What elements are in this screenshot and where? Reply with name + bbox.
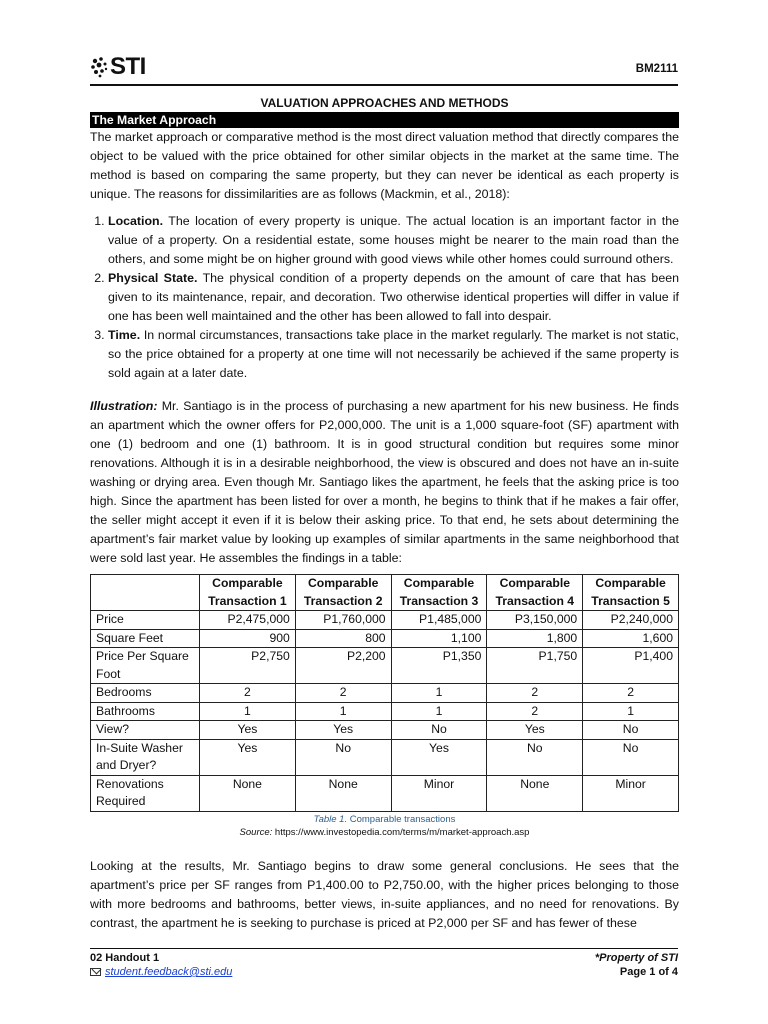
table-cell: P3,150,000: [487, 611, 583, 630]
table-cell: Yes: [200, 721, 296, 740]
reason-term: Time.: [108, 328, 141, 342]
table-header-row: [91, 575, 679, 611]
column-header: Comparable Transaction 3: [391, 575, 487, 611]
comparable-transactions-table: [90, 574, 679, 812]
table-cell: 1: [295, 702, 391, 721]
table-cell: None: [200, 775, 296, 811]
row-label: Square Feet: [91, 629, 200, 648]
table-cell: No: [487, 739, 583, 775]
document-code: BM2111: [635, 63, 678, 75]
table-row: [91, 739, 679, 775]
table-cell: 1: [583, 702, 679, 721]
illustration-text: Mr. Santiago is in the process of purchasing a new apartment for his new business. He finds an apartment which the owner offers for P2,000,000. The unit is a 1,000 square-foot (SF) apartment with one (1) bedroom and one (1) bathroom. It is in good structural condition but requires some minor renovations. Although it is in a desirable neighborhood, the view is obscured and does not have an in-suite washing or drying area. Even though Mr. Santiago likes the apartment, he feels that the asking price is too high. Since the apartment has been listed for over a month, he begins to think that if he makes a fair offer, the seller might accept it even if it is below their asking price. To that end, he sets about determining the apartment’s fair market value by looking up examples of similar apartments in the same neighborhood that were sold last year. He assembles the findings in a table:: [90, 399, 679, 565]
caption-text: Comparable transactions: [347, 813, 456, 825]
table-cell: 2: [200, 684, 296, 703]
footer-right: [595, 951, 678, 979]
sti-logo: [90, 54, 146, 80]
footer-left: [90, 951, 232, 979]
source-label: Source:: [239, 826, 273, 838]
table-cell: 1,600: [583, 629, 679, 648]
logo-text: STI: [110, 53, 146, 80]
table-row: [91, 648, 679, 684]
table-cell: No: [295, 739, 391, 775]
conclusion-paragraph: Looking at the results, Mr. Santiago begins to draw some general conclusions. He sees that the apartment’s price per SF ranges from P1,400.00 to P2,750.00, with the higher prices belonging to those with more bedrooms and bathrooms, better views, in-suite appliances, and no need for renovations. By contrast, the apartment he is seeking to purchase is priced at P2,000 per SF and has fewer of these: [90, 858, 679, 930]
row-label: Price Per Square Foot: [91, 648, 200, 684]
handout-number: 02 Handout 1: [90, 952, 160, 964]
sti-globe-icon: [90, 56, 108, 78]
list-item: [108, 269, 679, 326]
table-cell: 800: [295, 629, 391, 648]
reason-term: Location.: [108, 214, 164, 228]
table-cell: None: [487, 775, 583, 811]
table-cell: 2: [583, 684, 679, 703]
table-cell: P2,475,000: [200, 611, 296, 630]
list-item: [108, 326, 679, 383]
table-cell: 900: [200, 629, 296, 648]
table-cell: No: [583, 721, 679, 740]
table-cell: P1,760,000: [295, 611, 391, 630]
row-label: In-Suite Washer and Dryer?: [91, 739, 200, 775]
intro-paragraph: The market approach or comparative method is the most direct valuation method that directly compares the object to be valued with the price obtained for other similar objects in the market at the same time. The method is based on comparing the same property, but they can never be identical as each property is unique. The reasons for dissimilarities are as follows (Mackmin, et al., 2018):: [90, 130, 679, 201]
table-row: [91, 629, 679, 648]
main-content: [90, 94, 679, 933]
table-cell: None: [295, 775, 391, 811]
illustration-paragraph: [90, 397, 679, 568]
table-source: [90, 827, 679, 839]
illustration-label: Illustration:: [90, 399, 158, 413]
table-cell: 2: [295, 684, 391, 703]
table-row: [91, 684, 679, 703]
feedback-email-link[interactable]: student.feedback@sti.edu: [105, 966, 233, 978]
column-header: Comparable Transaction 1: [200, 575, 296, 611]
table-header-blank: [91, 575, 200, 611]
table-cell: P1,750: [487, 648, 583, 684]
column-header: Comparable Transaction 2: [295, 575, 391, 611]
row-label: View?: [91, 721, 200, 740]
table-cell: No: [391, 721, 487, 740]
table-cell: 1: [391, 702, 487, 721]
table-cell: Yes: [295, 721, 391, 740]
list-item: [108, 212, 679, 269]
table-cell: 1: [200, 702, 296, 721]
table-cell: Yes: [487, 721, 583, 740]
footer-divider: [90, 948, 678, 949]
reason-text: The physical condition of a property depends on the amount of care that has been given to its maintenance, repair, and decoration. Two otherwise identical properties will differ in value if one has been well maintained and the other has been allowed to fall into despair.: [108, 271, 679, 323]
reason-term: Physical State.: [108, 271, 198, 285]
row-label: Bedrooms: [91, 684, 200, 703]
envelope-icon: [90, 968, 101, 976]
table-cell: 1: [391, 684, 487, 703]
column-header: Comparable Transaction 4: [487, 575, 583, 611]
section-heading: The Market Approach: [90, 112, 679, 128]
header-divider: [90, 84, 678, 86]
table-cell: P1,400: [583, 648, 679, 684]
source-url: https://www.investopedia.com/terms/m/market-approach.asp: [272, 826, 530, 838]
footer-email: [90, 965, 232, 979]
table-cell: P1,350: [391, 648, 487, 684]
table-cell: P1,485,000: [391, 611, 487, 630]
table-cell: Minor: [583, 775, 679, 811]
row-label: Bathrooms: [91, 702, 200, 721]
caption-label: Table 1.: [313, 813, 348, 825]
table-cell: 1,800: [487, 629, 583, 648]
table-row: [91, 775, 679, 811]
table-cell: P2,750: [200, 648, 296, 684]
table-cell: 2: [487, 702, 583, 721]
table-cell: 1,100: [391, 629, 487, 648]
column-header: Comparable Transaction 5: [583, 575, 679, 611]
table-row: [91, 702, 679, 721]
row-label: Price: [91, 611, 200, 630]
reason-text: In normal circumstances, transactions take place in the market regularly. The market is not static, so the price obtained for a property at one time will not necessarily be achieved if the same property is sold again at a later date.: [108, 328, 679, 380]
row-label: Renovations Required: [91, 775, 200, 811]
table-cell: P2,200: [295, 648, 391, 684]
table-cell: Minor: [391, 775, 487, 811]
reasons-list: [90, 212, 679, 383]
table-cell: 2: [487, 684, 583, 703]
table-cell: Yes: [200, 739, 296, 775]
table-cell: No: [583, 739, 679, 775]
reason-text: The location of every property is unique. The actual location is an important factor in the value of a property. On a residential estate, some houses might be nearer to the main road than the others, and some might be on higher ground with good views while other homes could surround others.: [108, 214, 679, 266]
page-title: VALUATION APPROACHES AND METHODS: [260, 96, 509, 110]
table-row: [91, 611, 679, 630]
page-number: Page 1 of 4: [619, 966, 678, 978]
table-caption: [90, 814, 679, 826]
table-row: [91, 721, 679, 740]
table-cell: Yes: [391, 739, 487, 775]
table-cell: P2,240,000: [583, 611, 679, 630]
property-notice: *Property of STI: [594, 952, 678, 964]
